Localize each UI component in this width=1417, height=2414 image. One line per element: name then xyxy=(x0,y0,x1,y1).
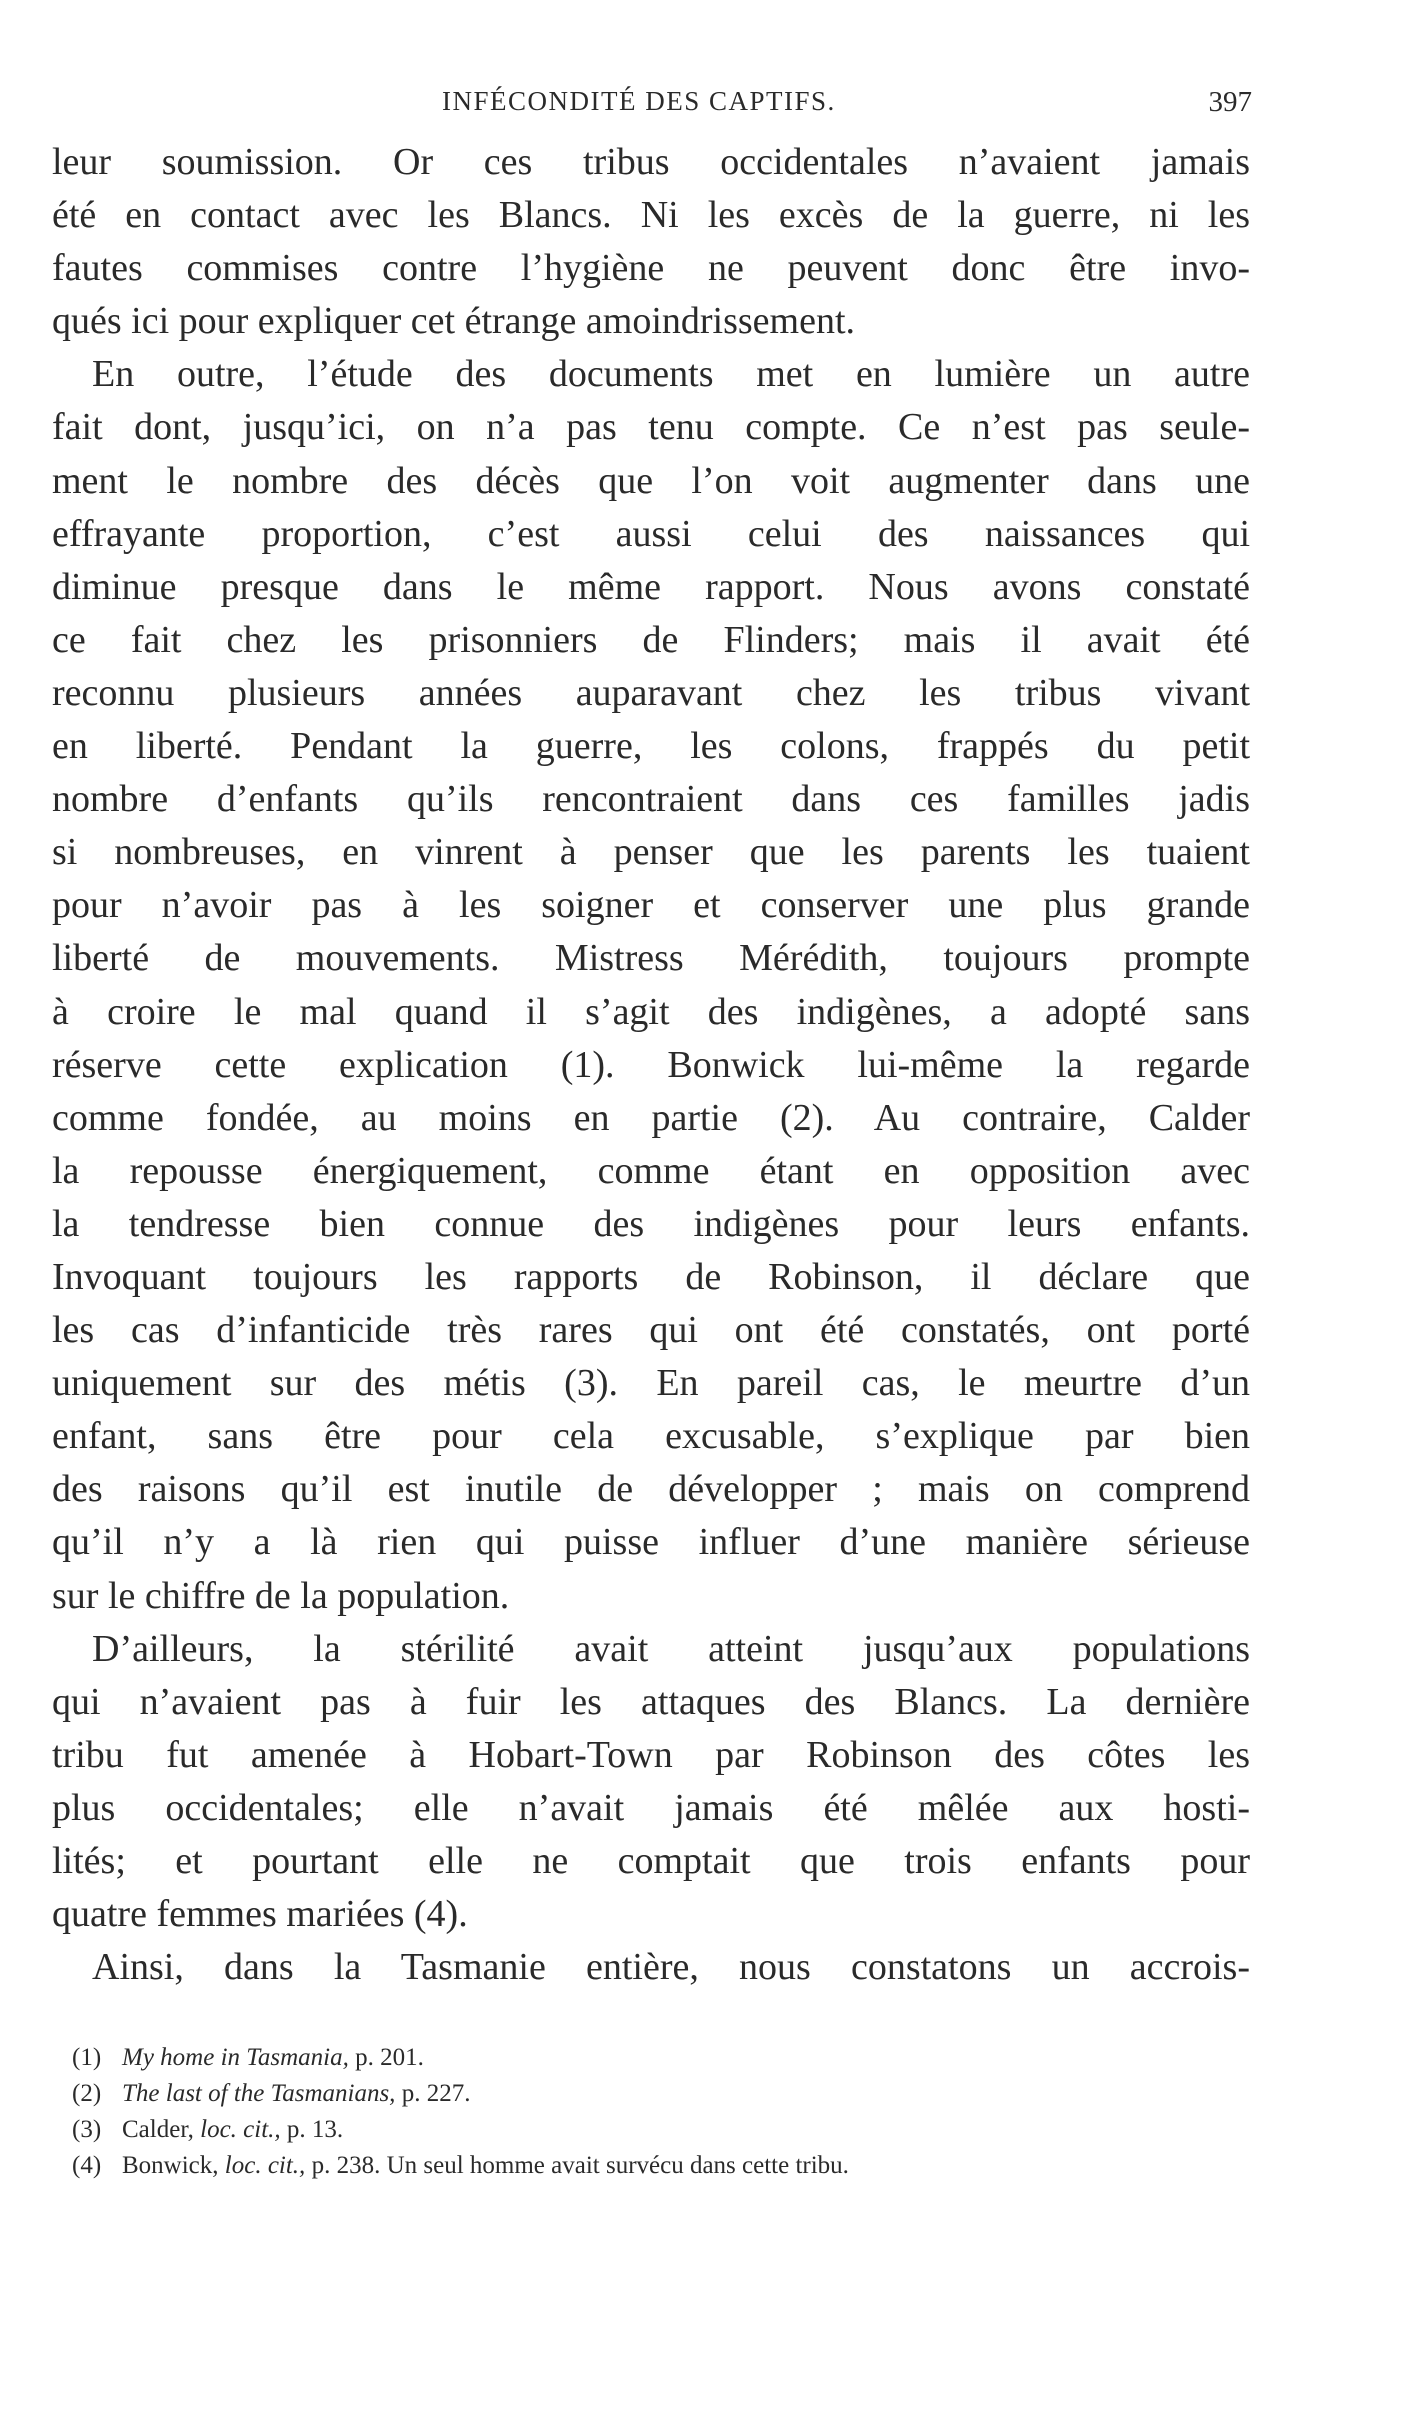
text-line: lités; et pourtant elle ne comptait que trois enfants pour xyxy=(52,1840,1250,1882)
text-line: plus occidentales; elle n’avait jamais été mêlée aux hosti- xyxy=(52,1786,1250,1829)
text-line: diminue presque dans le même rapport. Nous avons constaté xyxy=(52,565,1250,608)
body-text xyxy=(52,136,1250,1994)
footnote-author: Calder, xyxy=(122,2116,201,2143)
text-line: la tendresse bien connue des indigènes pour leurs enfants. xyxy=(52,1202,1250,1245)
text-line: tribu fut amenée à Hobart-Town par Robinson des côtes les xyxy=(52,1733,1250,1776)
text-line: leur soumission. Or ces tribus occidentales n’avaient jamais xyxy=(52,141,1250,183)
text-line: enfant, sans être pour cela excusable, s’explique par bien xyxy=(52,1415,1250,1458)
text-line: quatre femmes mariées (4). xyxy=(52,1893,468,1936)
text-line: Invoquant toujours les rapports de Robinson, il déclare que xyxy=(52,1255,1250,1298)
footnote-4 xyxy=(72,2148,1192,2184)
text-line: Ainsi, dans la Tasmanie entière, nous constatons un accrois- xyxy=(92,1946,1250,1989)
text-line: des raisons qu’il est inutile de développer ; mais on comprend xyxy=(52,1468,1250,1511)
footnote-2 xyxy=(72,2076,1192,2112)
text-line: ment le nombre des décès que l’on voit augmenter dans une xyxy=(52,459,1250,502)
running-head xyxy=(52,86,1252,126)
text-line: comme fondée, au moins en partie (2). Au contraire, Calder xyxy=(52,1096,1250,1139)
text-line: fautes commises contre l’hygiène ne peuvent donc être invo- xyxy=(52,247,1250,290)
footnote-title: The last of the Tasmanians, xyxy=(122,2080,396,2107)
footnote-ref: p. 238. Un seul homme avait survécu dans cette tribu. xyxy=(305,2152,849,2179)
text-line: effrayante proportion, c’est aussi celui des naissances qui xyxy=(52,512,1250,555)
footnote-number: (2) xyxy=(72,2080,102,2107)
footnote-ref: p. 201. xyxy=(348,2044,424,2071)
text-line: qués ici pour expliquer cet étrange amoindrissement. xyxy=(52,300,856,343)
footnote-number: (4) xyxy=(72,2152,102,2179)
footnote-ref: p. 13. xyxy=(280,2116,344,2143)
footnote-title: My home in Tasmania, xyxy=(122,2044,349,2071)
text-line: ce fait chez les prisonniers de Flinders; mais il avait été xyxy=(52,618,1250,661)
text-line: à croire le mal quand il s’agit des indigènes, a adopté sans xyxy=(52,990,1250,1033)
footnote-ref: p. 227. xyxy=(395,2080,471,2107)
text-line: les cas d’infanticide très rares qui ont été constatés, ont porté xyxy=(52,1309,1250,1352)
text-line: réserve cette explication (1). Bonwick lui-même la regarde xyxy=(52,1043,1250,1086)
footnotes xyxy=(72,2040,1192,2184)
text-line: pour n’avoir pas à les soigner et conserver une plus grande xyxy=(52,884,1250,927)
text-line: uniquement sur des métis (3). En pareil cas, le meurtre d’un xyxy=(52,1362,1250,1405)
footnote-number: (3) xyxy=(72,2116,102,2143)
text-line: En outre, l’étude des documents met en lumière un autre xyxy=(92,353,1250,396)
text-line: D’ailleurs, la stérilité avait atteint jusqu’aux populations xyxy=(92,1627,1250,1670)
text-line: fait dont, jusqu’ici, on n’a pas tenu compte. Ce n’est pas seule- xyxy=(52,406,1250,449)
footnote-title: loc. cit., xyxy=(224,2152,306,2179)
text-line: qui n’avaient pas à fuir les attaques des Blancs. La dernière xyxy=(52,1680,1250,1723)
text-line: liberté de mouvements. Mistress Mérédith, toujours prompte xyxy=(52,937,1250,980)
page-number: 397 xyxy=(1208,86,1252,118)
text-line: en liberté. Pendant la guerre, les colons, frappés du petit xyxy=(52,725,1250,768)
running-title: INFÉCONDITÉ DES CAPTIFS. xyxy=(442,86,836,116)
text-line: si nombreuses, en vinrent à penser que les parents les tuaient xyxy=(52,831,1250,874)
footnote-title: loc. cit., xyxy=(200,2116,281,2143)
text-line: reconnu plusieurs années auparavant chez les tribus vivant xyxy=(52,671,1250,714)
footnote-author: Bonwick, xyxy=(122,2152,225,2179)
text-line: la repousse énergiquement, comme étant en opposition avec xyxy=(52,1149,1250,1192)
text-line: qu’il n’y a là rien qui puisse influer d’une manière sérieuse xyxy=(52,1521,1250,1564)
footnote-1 xyxy=(72,2040,1192,2076)
text-line: été en contact avec les Blancs. Ni les excès de la guerre, ni les xyxy=(52,194,1250,237)
footnote-3 xyxy=(72,2112,1192,2148)
text-line: nombre d’enfants qu’ils rencontraient dans ces familles jadis xyxy=(52,778,1250,821)
footnote-number: (1) xyxy=(72,2044,102,2071)
text-line: sur le chiffre de la population. xyxy=(52,1574,510,1617)
